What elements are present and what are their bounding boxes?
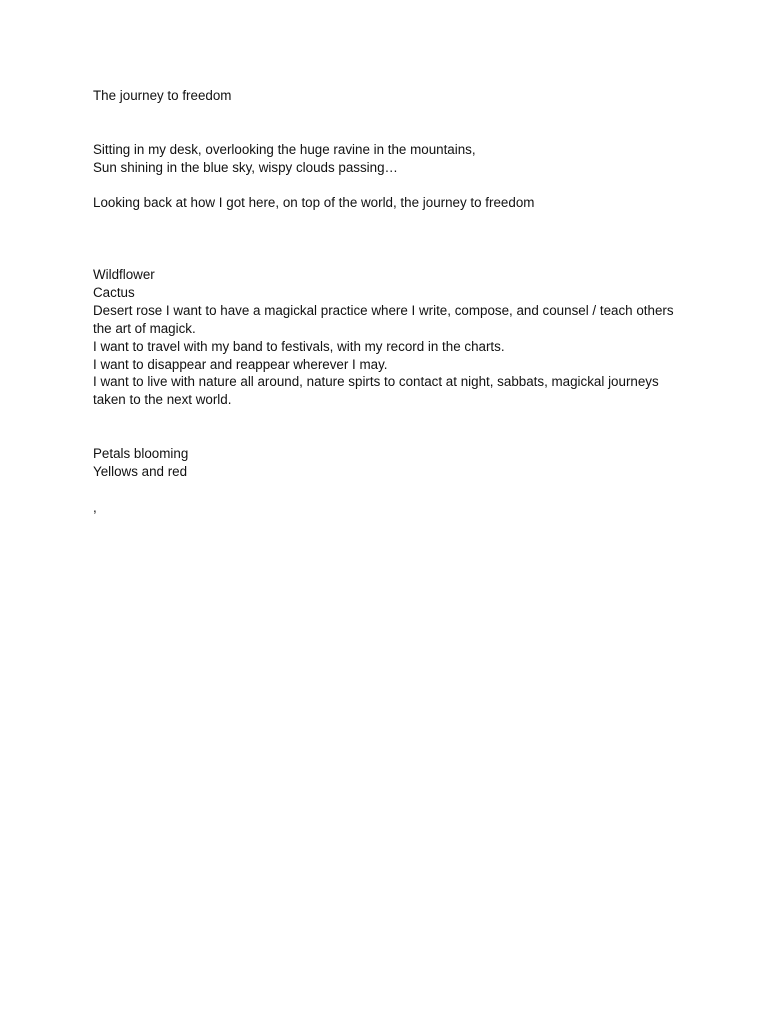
document-body	[93, 87, 683, 517]
spacer	[93, 481, 683, 499]
list-item-travel: I want to travel with my band to festivals, with my record in the charts.	[93, 338, 505, 354]
list-item-disappear: I want to disappear and reappear wherever I may.	[93, 356, 388, 372]
document-title: The journey to freedom	[93, 88, 232, 103]
closing-line-1: Petals blooming	[93, 446, 189, 462]
intro-line-1: Sitting in my desk, overlooking the huge ravine in the mountains,	[93, 141, 476, 157]
spacer	[93, 212, 683, 266]
list-item-cactus: Cactus	[93, 284, 135, 300]
closing-line-2: Yellows and red	[93, 463, 188, 479]
list-item-desert-rose: Desert rose I want to have a magickal practice where I write, compose, and counsel / teach others the art of magick.	[93, 302, 674, 336]
spacer	[93, 409, 683, 445]
reflection-line: Looking back at how I got here, on top of the world, the journey to freedom	[93, 195, 535, 211]
trailing-comma: ,	[93, 499, 97, 515]
spacer	[93, 105, 683, 141]
spacer	[93, 177, 683, 195]
list-item-nature: I want to live with nature all around, nature spirts to contact at night, sabbats, magickal journeys taken to the next world.	[93, 374, 659, 408]
list-item-wildflower: Wildflower	[93, 267, 155, 282]
intro-line-2: Sun shining in the blue sky, wispy clouds passing…	[93, 159, 398, 175]
